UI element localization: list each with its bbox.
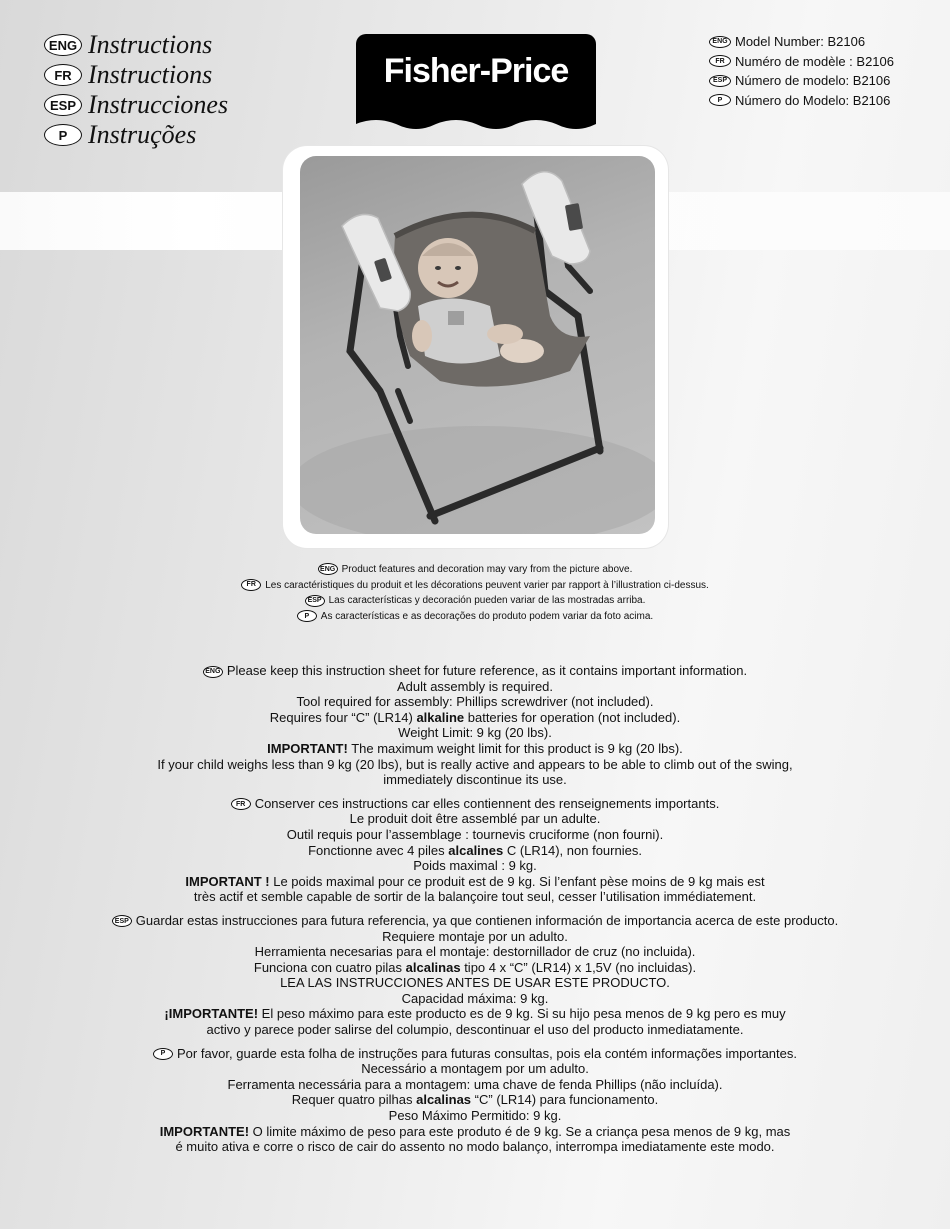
instruction-text: The maximum weight limit for this product is 9 kg (20 lbs). (347, 740, 683, 756)
instruction-text: tipo 4 x “C” (LR14) x 1,5V (no incluidas). (460, 959, 697, 975)
instruction-text: Requires four “C” (LR14) (269, 709, 417, 725)
instruction-line: Poids maximal : 9 kg. (413, 858, 537, 874)
instruction-line (0, 913, 950, 929)
instruction-text: C (LR14), non fournies. (503, 842, 642, 858)
model-number-eng (709, 32, 894, 52)
brand-name: Fisher-Price (383, 52, 569, 90)
instruction-text: batteries for operation (not included). (464, 709, 681, 725)
language-badge-fr: FR (241, 579, 261, 591)
instruction-line: Capacidad máxima: 9 kg. (401, 990, 549, 1006)
model-number-list (709, 32, 894, 110)
instruction-line (0, 1124, 950, 1140)
language-badge-esp: ESP (709, 75, 731, 87)
instruction-line (0, 1092, 950, 1108)
picture-disclaimer (0, 562, 950, 625)
language-badge-esp: ESP (44, 94, 82, 116)
instruction-bold-text: IMPORTANT ! (185, 873, 270, 889)
instruction-bold-text: alcalines (448, 842, 504, 858)
instructions-block (0, 663, 950, 1163)
language-badge-eng: ENG (709, 36, 731, 48)
model-number-text: Número de modelo: B2106 (735, 73, 891, 89)
instruction-bold-text: alkaline (416, 709, 465, 725)
title-eng (44, 30, 228, 60)
language-badge-eng: ENG (44, 34, 82, 56)
language-badge-eng: ENG (318, 563, 338, 575)
instruction-bold-text: IMPORTANT! (267, 740, 348, 756)
instruction-text: Please keep this instruction sheet for future reference, as it contains important information. (226, 663, 748, 678)
model-number-text: Numéro de modèle : B2106 (735, 53, 894, 69)
title-text: Instructions (88, 60, 213, 89)
language-badge-p: P (153, 1048, 173, 1060)
instruction-bold-text: IMPORTANTE! (159, 1123, 250, 1139)
instructions-p (0, 1046, 950, 1155)
instruction-line (0, 1046, 950, 1062)
instruction-bold-text: ¡IMPORTANTE! (164, 1006, 259, 1022)
title-text: Instruções (88, 120, 197, 149)
caption-fr (0, 578, 950, 594)
instruction-text: Funciona con cuatro pilas (253, 959, 406, 975)
instructions-esp (0, 913, 950, 1038)
instruction-line (0, 663, 950, 679)
language-badge-p: P (709, 94, 731, 106)
instruction-line: activo y parece poder salirse del columpio, descontinuar el uso del producto inmediatamente. (206, 1022, 744, 1038)
fisher-price-logo (356, 34, 596, 120)
instruction-line: Necessário a montagem por um adulto. (361, 1061, 589, 1077)
title-fr (44, 60, 228, 90)
model-number-esp (709, 71, 894, 91)
instruction-line: Weight Limit: 9 kg (20 lbs). (398, 725, 552, 741)
baby-swing-illustration (300, 156, 655, 534)
instruction-line: Outil requis pour l’assemblage : tournevis cruciforme (non fourni). (286, 826, 664, 842)
instruction-line: Adult assembly is required. (396, 678, 554, 694)
language-badge-esp: ESP (112, 915, 132, 927)
language-badge-p: P (297, 610, 317, 622)
instruction-bold-text: alcalinas (405, 959, 461, 975)
instructions-eng (0, 663, 950, 788)
instruction-line (0, 874, 950, 890)
caption-text: Product features and decoration may vary from the picture above. (341, 564, 633, 575)
instruction-text: Fonctionne avec 4 piles (308, 842, 449, 858)
language-badge-p: P (44, 124, 82, 146)
model-number-text: Model Number: B2106 (735, 34, 866, 50)
instruction-line (0, 710, 950, 726)
language-badge-esp: ESP (305, 595, 325, 607)
instruction-line (0, 960, 950, 976)
instruction-line (0, 1006, 950, 1022)
instruction-text: Le poids maximal pour ce produit est de 9 kg. Si l’enfant pèse moins de 9 kg mais est (269, 873, 765, 889)
instruction-text: Requer quatro pilhas (291, 1092, 417, 1108)
instruction-line (0, 741, 950, 757)
instruction-line: immediately discontinue its use. (383, 772, 567, 788)
instruction-text: O limite máximo de peso para este produto é de 9 kg. Se a criança pesa menos de 9 kg, mas (249, 1123, 791, 1139)
caption-esp (0, 593, 950, 609)
instruction-text: Guardar estas instrucciones para futura referencia, ya que contienen información de importancia acerca de este producto. (135, 912, 839, 928)
title-text: Instructions (88, 30, 213, 59)
instruction-line: Ferramenta necessária para a montagem: uma chave de fenda Phillips (não incluída). (227, 1076, 723, 1092)
instruction-text: Por favor, guarde esta folha de instruções para futuras consultas, pois ela contém informações importantes. (176, 1045, 797, 1061)
instruction-line: Tool required for assembly: Phillips screwdriver (not included). (296, 694, 654, 710)
title-text: Instrucciones (88, 90, 229, 119)
title-esp (44, 90, 228, 120)
caption-text: Les caractéristiques du produit et les décorations peuvent varier par rapport à l’illustration ci-dessus. (265, 579, 709, 591)
instruction-line: Le produit doit être assemblé par un adulte. (349, 811, 601, 827)
instruction-line: Requiere montaje por un adulto. (382, 928, 568, 944)
instruction-text: Conserver ces instructions car elles contiennent des renseignements importants. (254, 795, 720, 811)
caption-eng (0, 562, 950, 578)
language-badge-fr: FR (709, 55, 731, 67)
instruction-line: Peso Máximo Permitido: 9 kg. (388, 1108, 562, 1124)
model-number-text: Número do Modelo: B2106 (735, 92, 891, 108)
title-p (44, 120, 228, 150)
instruction-line: LEA LAS INSTRUCCIONES ANTES DE USAR ESTE PRODUCTO. (280, 975, 670, 991)
caption-text: Las características y decoración pueden variar de las mostradas arriba. (328, 595, 646, 607)
instruction-line: If your child weighs less than 9 kg (20 lbs), but is really active and appears to be able to climb out of the swing, (157, 756, 793, 772)
instruction-line (0, 843, 950, 859)
product-photo (300, 156, 655, 534)
language-badge-eng: ENG (203, 666, 223, 678)
instruction-text: El peso máximo para este producto es de 9 kg. Si su hijo pesa menos de 9 kg pero es muy (258, 1006, 786, 1022)
caption-text: As características e as decorações do produto podem variar da foto acima. (320, 611, 654, 623)
instruction-bold-text: alcalinas (416, 1092, 472, 1108)
caption-p (0, 609, 950, 625)
instruction-line: très actif et semble capable de sortir de la balançoire tout seul, cesser l’utilisation immédiatement. (193, 889, 757, 905)
instruction-line: é muito ativa e corre o risco de cair do assento no modo balanço, interrompa imediatamente este modo. (175, 1139, 775, 1155)
instruction-line: Herramienta necesarias para el montaje: destornillador de cruz (no incluida). (254, 944, 696, 960)
instructions-fr (0, 796, 950, 905)
language-badge-fr: FR (44, 64, 82, 86)
instruction-line (0, 796, 950, 812)
instruction-text: “C” (LR14) para funcionamento. (471, 1092, 659, 1108)
model-number-fr (709, 52, 894, 72)
language-titles (44, 30, 228, 150)
language-badge-fr: FR (231, 798, 251, 810)
logo-scallop-icon (356, 118, 596, 134)
model-number-p (709, 91, 894, 111)
